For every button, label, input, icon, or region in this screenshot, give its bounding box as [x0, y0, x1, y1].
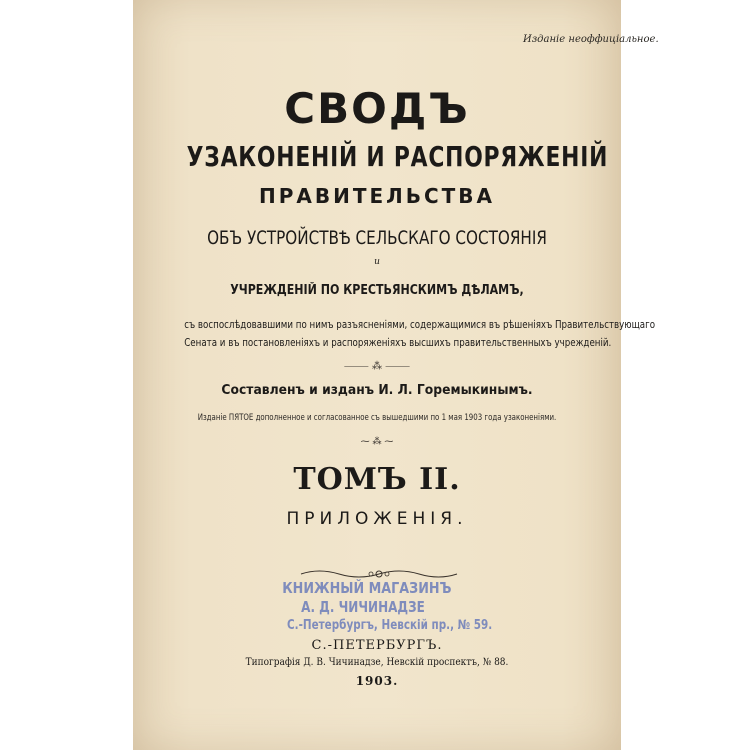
- stamp-line-1: КНИЖНЫЙ МАГАЗИНЪ: [282, 579, 452, 597]
- edition-note: Изданіе неоффиціальное.: [523, 34, 659, 45]
- ornament-divider: ⸻ ⁂ ⸻: [343, 361, 411, 372]
- imprint-city: С.-ПЕТЕРБУРГЪ.: [311, 638, 443, 653]
- imprint-press: Типографія Д. В. Чичинадзе, Невскій проспектъ, № 88.: [245, 657, 509, 668]
- description-line-1: съ воспослѣдовавшими по нимъ разъясненіями, содержащимися въ рѣшеніяхъ Правительствующаго: [184, 318, 656, 331]
- ornament-divider-2: ⁓ ⁂ ⁓: [360, 437, 394, 447]
- bookseller-stamp: [268, 566, 493, 646]
- imprint-year: 1903.: [355, 674, 399, 688]
- edition-info: Изданіе ПЯТОЕ дополненное и согласованное съ вышедшими по 1 мая 1903 года узаконеніями.: [197, 413, 557, 423]
- title-page: [133, 0, 659, 750]
- title-line-5: УЧРЕЖДЕНІЙ ПО КРЕСТЬЯНСКИМЪ ДѢЛАМЪ,: [230, 283, 524, 298]
- title-line-4: ОБЪ УСТРОЙСТВѢ СЕЛЬСКАГО СОСТОЯНІЯ: [207, 227, 547, 249]
- title-line-2: УЗАКОНЕНІЙ И РАСПОРЯЖЕНІЙ: [186, 140, 609, 173]
- title-conjunction: и: [374, 257, 380, 267]
- volume-title: ТОМЪ II.: [293, 462, 461, 497]
- description-line-2: Сената и въ постановленіяхъ и распоряженіяхъ высшихъ правительственныхъ учрежденій.: [184, 336, 612, 349]
- stamp-line-3: С.-Петербургъ, Невскій пр., № 59.: [287, 618, 493, 633]
- stamp-line-2: А. Д. ЧИЧИНАДЗЕ: [301, 598, 425, 616]
- title-line-3: ПРАВИТЕЛЬСТВА: [258, 184, 496, 208]
- section-title: ПРИЛОЖЕНІЯ.: [286, 509, 468, 529]
- main-title: СВОДЪ: [284, 84, 470, 133]
- compiler-credit: Составленъ и изданъ И. Л. Горемыкинымъ.: [221, 383, 533, 398]
